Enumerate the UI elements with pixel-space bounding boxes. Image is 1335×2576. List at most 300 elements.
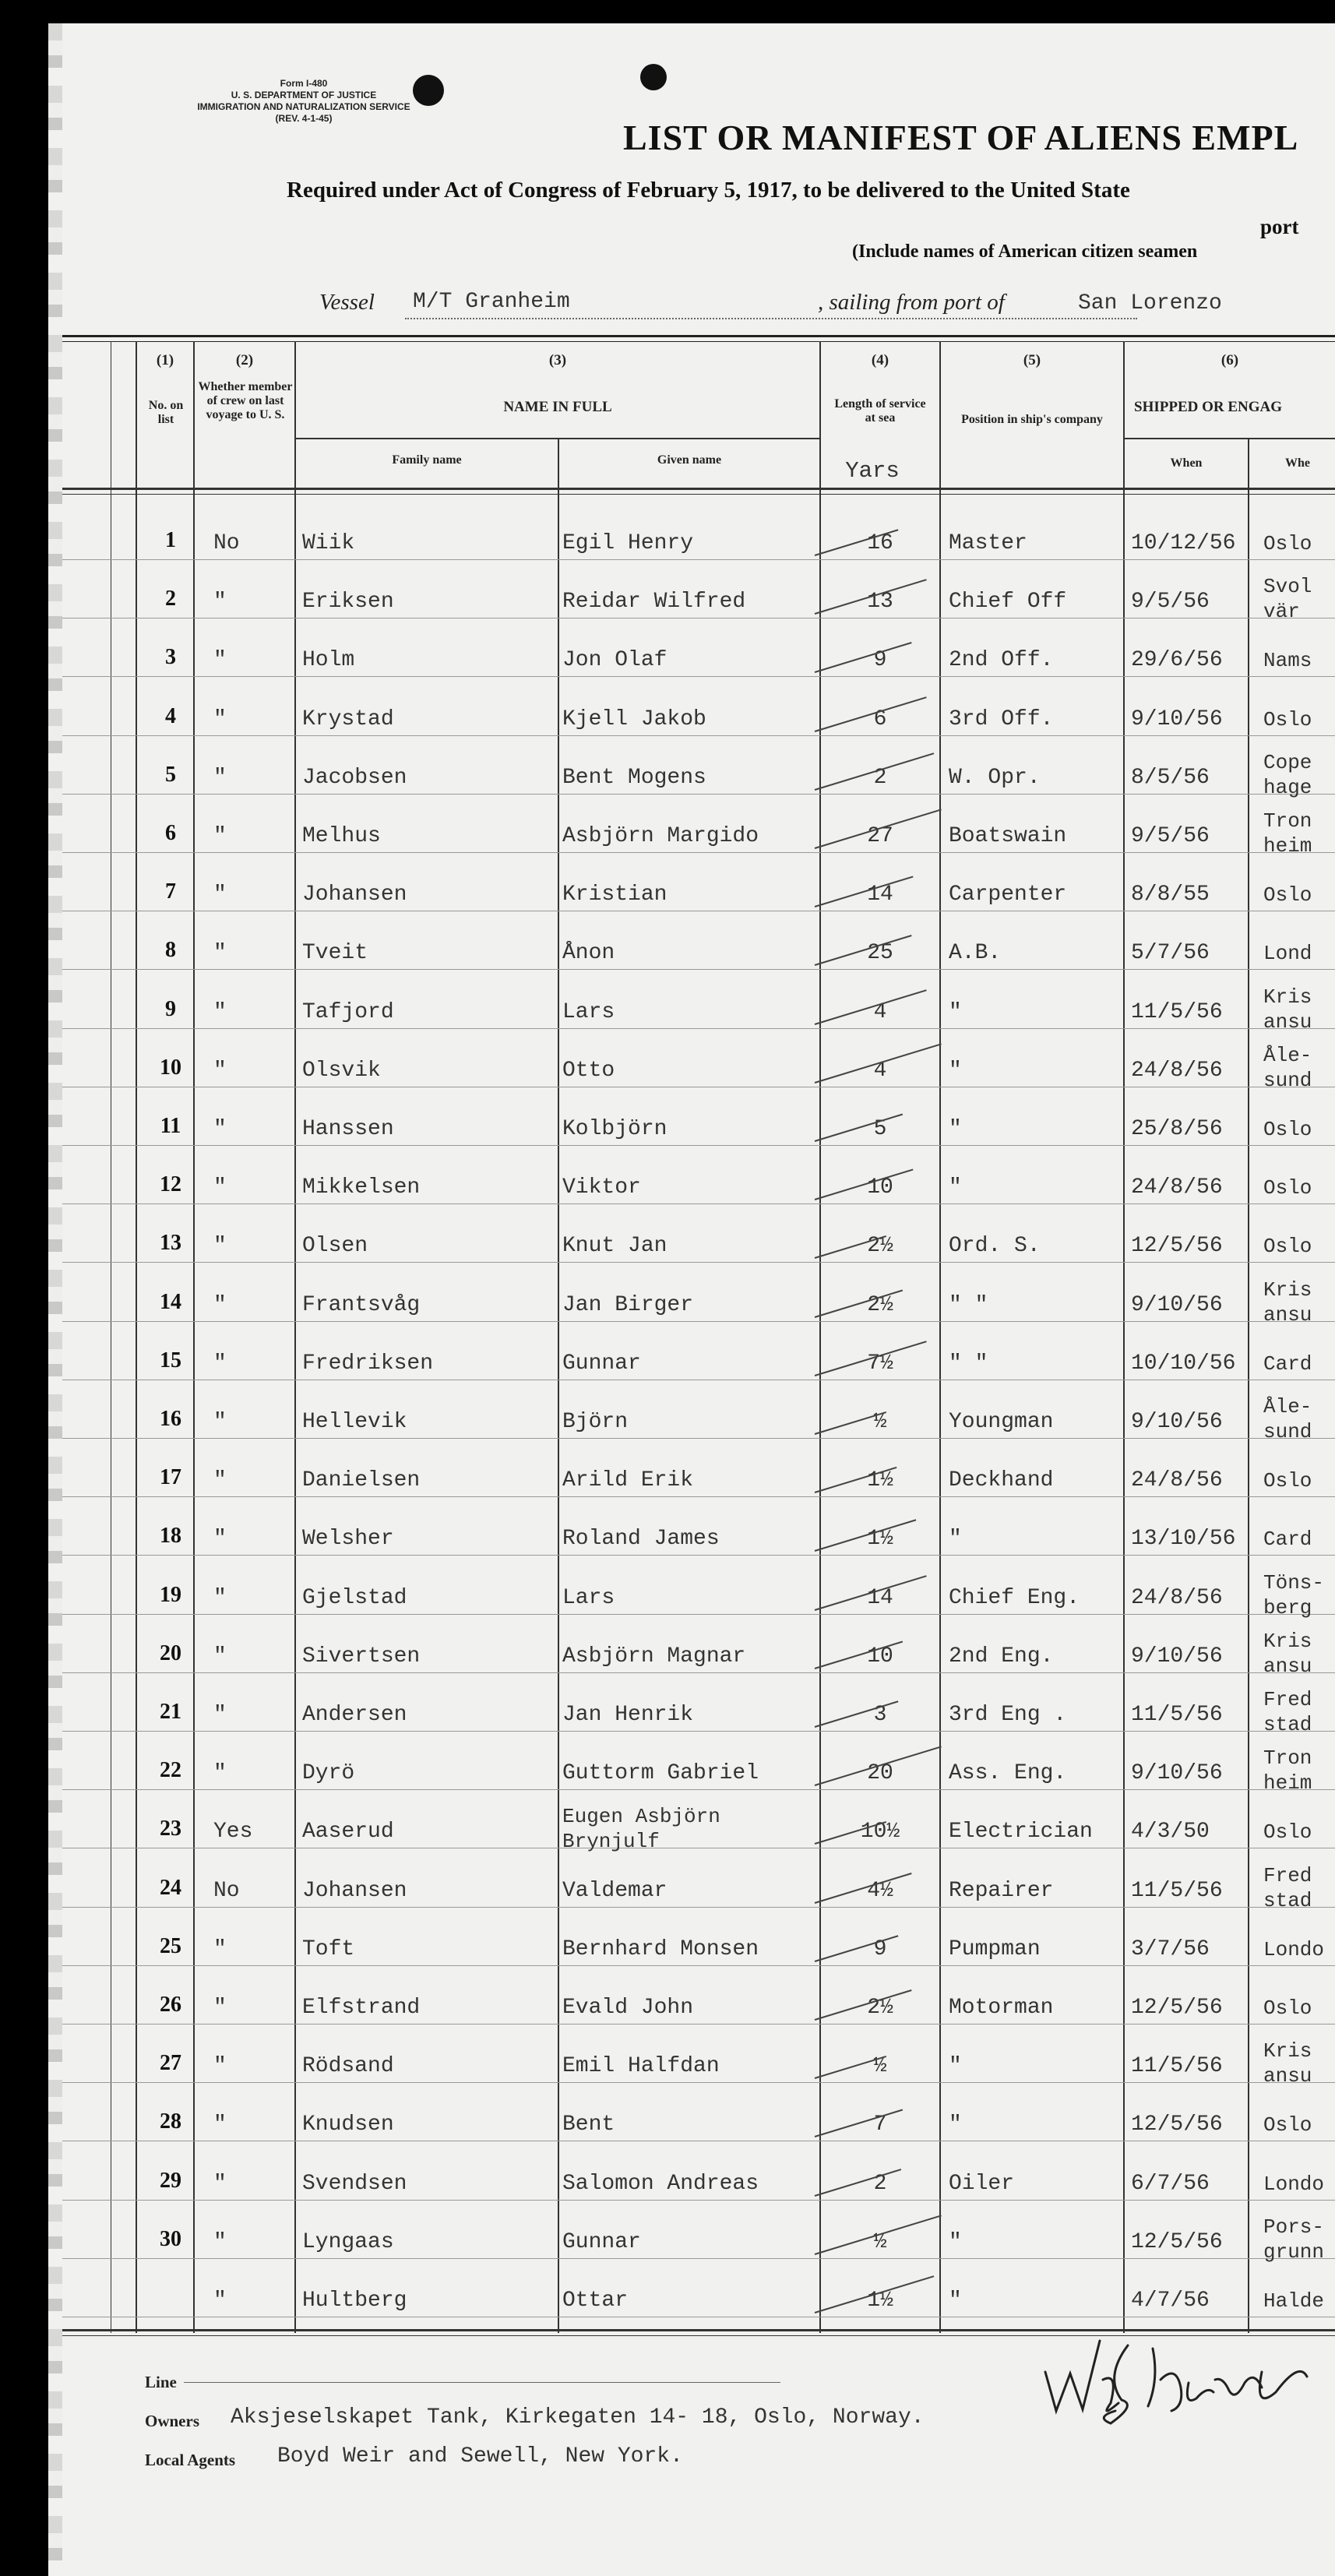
given-name: Arild Erik bbox=[562, 1468, 694, 1492]
ship-position: 2nd Off. bbox=[949, 648, 1054, 672]
crew-member-flag: " bbox=[213, 1059, 227, 1083]
crew-member-flag: " bbox=[213, 1644, 227, 1669]
shipped-where: Nams bbox=[1263, 649, 1312, 672]
family-name: Melhus bbox=[302, 824, 381, 848]
crew-member-flag: " bbox=[213, 1468, 227, 1492]
row-number: 26 bbox=[160, 1993, 181, 2017]
given-name: Asbjörn Magnar bbox=[562, 1644, 746, 1669]
shipped-where: Cope hage bbox=[1263, 751, 1312, 799]
col-divider bbox=[136, 341, 137, 2333]
crew-member-flag: " bbox=[213, 648, 227, 672]
family-name: Rödsand bbox=[302, 2054, 394, 2078]
row-number: 10 bbox=[160, 1055, 181, 1080]
service-years: ½ bbox=[873, 2230, 887, 2254]
shipped-when: 24/8/56 bbox=[1131, 1059, 1223, 1083]
ship-position: " bbox=[949, 2230, 962, 2254]
service-years: 16 bbox=[867, 531, 893, 555]
given-name: Bernhard Monsen bbox=[562, 1937, 759, 1961]
form-service: IMMIGRATION AND NATURALIZATION SERVICE bbox=[197, 101, 410, 112]
vessel-underline bbox=[405, 318, 1137, 319]
given-name: Gunnar bbox=[562, 2230, 641, 2254]
shipped-where: Oslo bbox=[1263, 1820, 1312, 1844]
family-name: Jacobsen bbox=[302, 766, 407, 790]
shipped-when: 8/5/56 bbox=[1131, 766, 1210, 790]
row-number: 2 bbox=[165, 587, 176, 611]
row-number: 23 bbox=[160, 1817, 181, 1841]
family-name: Toft bbox=[302, 1937, 355, 1961]
family-name: Johansen bbox=[302, 1879, 407, 1903]
table-row bbox=[62, 2082, 1335, 2083]
family-name: Olsen bbox=[302, 1234, 368, 1258]
given-name: Jon Olaf bbox=[562, 648, 668, 672]
family-name: Dyrö bbox=[302, 1761, 355, 1785]
ship-position: Youngman bbox=[949, 1410, 1054, 1434]
ship-position: W. Opr. bbox=[949, 766, 1041, 790]
shipped-when: 12/5/56 bbox=[1131, 2113, 1223, 2137]
table-row bbox=[62, 1555, 1335, 1556]
given-name: Eugen Asbjörn Brynjulf bbox=[562, 1805, 720, 1853]
punch-hole bbox=[640, 64, 667, 90]
family-name: Hellevik bbox=[302, 1410, 407, 1434]
service-years: 4 bbox=[873, 1059, 887, 1083]
ship-position: " bbox=[949, 2289, 962, 2313]
row-number: 30 bbox=[160, 2227, 181, 2251]
ship-position: " bbox=[949, 1527, 962, 1551]
row-number: 15 bbox=[160, 1348, 181, 1373]
table-row bbox=[62, 2258, 1335, 2259]
shipped-when: 9/10/56 bbox=[1131, 1410, 1223, 1434]
shipped-when: 9/5/56 bbox=[1131, 824, 1210, 848]
form-number: Form I-480 bbox=[280, 78, 328, 89]
given-name: Evald John bbox=[562, 1996, 694, 2020]
service-years: 20 bbox=[867, 1761, 893, 1785]
family-name: Eriksen bbox=[302, 590, 394, 614]
family-name: Welsher bbox=[302, 1527, 394, 1551]
crew-member-flag: " bbox=[213, 766, 227, 790]
shipped-where: Halde bbox=[1263, 2289, 1325, 2313]
sailing-port: San Lorenzo bbox=[1078, 291, 1222, 315]
family-name: Knudsen bbox=[302, 2113, 394, 2137]
service-years: 1½ bbox=[867, 2289, 893, 2313]
torn-left-edge bbox=[48, 23, 62, 2576]
service-years: 7½ bbox=[867, 1351, 893, 1376]
row-number: 20 bbox=[160, 1641, 181, 1665]
given-name: Bent Mogens bbox=[562, 766, 706, 790]
shipped-when: 9/10/56 bbox=[1131, 1761, 1223, 1785]
ship-position: Deckhand bbox=[949, 1468, 1054, 1492]
given-name: Roland James bbox=[562, 1527, 720, 1551]
row-number: 24 bbox=[160, 1876, 181, 1900]
family-name: Holm bbox=[302, 648, 355, 672]
crew-member-flag: " bbox=[213, 824, 227, 848]
ship-position: Ass. Eng. bbox=[949, 1761, 1067, 1785]
table-row bbox=[62, 1965, 1335, 1966]
shipped-when: 24/8/56 bbox=[1131, 1175, 1223, 1200]
family-name: Tveit bbox=[302, 941, 368, 965]
service-years: ½ bbox=[873, 1410, 887, 1434]
family-name: Wiik bbox=[302, 531, 355, 555]
service-years: 4½ bbox=[867, 1879, 893, 1903]
ship-position: Chief Eng. bbox=[949, 1586, 1080, 1610]
owners-label: Owners bbox=[145, 2412, 199, 2430]
shipped-when: 12/5/56 bbox=[1131, 2230, 1223, 2254]
shipped-when: 6/7/56 bbox=[1131, 2172, 1210, 2196]
table-row bbox=[62, 1907, 1335, 1908]
crew-member-flag: " bbox=[213, 1761, 227, 1785]
crew-member-flag: Yes bbox=[213, 1820, 253, 1844]
service-years: 1½ bbox=[867, 1468, 893, 1492]
ship-position: 3rd Eng . bbox=[949, 1703, 1067, 1727]
shipped-when: 3/7/56 bbox=[1131, 1937, 1210, 1961]
service-years: 1½ bbox=[867, 1527, 893, 1551]
given-name: Lars bbox=[562, 1000, 615, 1024]
shipped-where: Fred stad bbox=[1263, 1864, 1312, 1912]
given-name: Gunnar bbox=[562, 1351, 641, 1376]
crew-member-flag: " bbox=[213, 2113, 227, 2137]
crew-member-flag: " bbox=[213, 707, 227, 731]
ship-position: " " bbox=[949, 1351, 988, 1376]
ship-position: " bbox=[949, 2054, 962, 2078]
col-divider bbox=[819, 341, 821, 2333]
crew-member-flag: " bbox=[213, 1996, 227, 2020]
shipped-when: 5/7/56 bbox=[1131, 941, 1210, 965]
family-name: Lyngaas bbox=[302, 2230, 394, 2254]
vessel-row bbox=[319, 290, 1332, 324]
family-name: Krystad bbox=[302, 707, 394, 731]
service-years: 2½ bbox=[867, 1996, 893, 2020]
service-years: 7 bbox=[873, 2113, 887, 2137]
crew-member-flag: No bbox=[213, 1879, 240, 1903]
service-years: 10 bbox=[867, 1175, 893, 1200]
ship-position: A.B. bbox=[949, 941, 1002, 965]
row-number: 29 bbox=[160, 2169, 181, 2193]
shipped-where: Londo bbox=[1263, 2173, 1325, 2196]
family-name: Hultberg bbox=[302, 2289, 407, 2313]
row-number: 17 bbox=[160, 1465, 181, 1489]
table-row bbox=[62, 969, 1335, 970]
table-top-rule bbox=[62, 335, 1335, 337]
col-divider bbox=[1123, 341, 1125, 2333]
col5-header: Position in ship's company bbox=[961, 413, 1103, 426]
table-row bbox=[62, 2200, 1335, 2201]
ship-position: Master bbox=[949, 531, 1027, 555]
table-row bbox=[62, 1321, 1335, 1322]
include-note: (Include names of American citizen seamen bbox=[852, 241, 1198, 262]
table-row bbox=[62, 1203, 1335, 1204]
family-name: Gjelstad bbox=[302, 1586, 407, 1610]
ship-position: Repairer bbox=[949, 1879, 1054, 1903]
service-years: 9 bbox=[873, 1937, 887, 1961]
vessel-label: Vessel bbox=[319, 290, 375, 315]
table-row bbox=[62, 1438, 1335, 1439]
port-line: port bbox=[1260, 215, 1299, 238]
ship-position: Oiler bbox=[949, 2172, 1015, 2196]
given-name: Asbjörn Margido bbox=[562, 824, 759, 848]
service-years: 2 bbox=[873, 2172, 887, 2196]
service-years: 3 bbox=[873, 1703, 887, 1727]
row-number: 19 bbox=[160, 1583, 181, 1607]
crew-member-flag: " bbox=[213, 1527, 227, 1551]
shipped-where: Lond bbox=[1263, 942, 1312, 965]
given-name: Valdemar bbox=[562, 1879, 668, 1903]
given-name: Viktor bbox=[562, 1175, 641, 1200]
table-top-rule bbox=[62, 341, 1335, 342]
given-name: Björn bbox=[562, 1410, 629, 1434]
table-row bbox=[62, 1731, 1335, 1732]
shipped-when: 24/8/56 bbox=[1131, 1586, 1223, 1610]
line-underline bbox=[184, 2382, 780, 2383]
ship-position: " bbox=[949, 1000, 962, 1024]
given-name: Reidar Wilfred bbox=[562, 590, 746, 614]
local-agents-label: Local Agents bbox=[145, 2451, 236, 2469]
crew-member-flag: " bbox=[213, 1234, 227, 1258]
given-name: Kjell Jakob bbox=[562, 707, 706, 731]
crew-member-flag: " bbox=[213, 2054, 227, 2078]
shipped-where: Töns- berg bbox=[1263, 1571, 1325, 1619]
shipped-where: Oslo bbox=[1263, 532, 1312, 555]
family-name: Johansen bbox=[302, 883, 407, 907]
given-name: Knut Jan bbox=[562, 1234, 668, 1258]
shipped-where: Oslo bbox=[1263, 1118, 1312, 1141]
ship-position: 3rd Off. bbox=[949, 707, 1054, 731]
shipped-where: Card bbox=[1263, 1352, 1312, 1376]
row-number: 28 bbox=[160, 2109, 181, 2134]
given-name: Guttorm Gabriel bbox=[562, 1761, 759, 1785]
service-years: 14 bbox=[867, 1586, 893, 1610]
table-row bbox=[62, 1614, 1335, 1615]
shipped-when: 11/5/56 bbox=[1131, 2054, 1223, 2078]
shipped-where: Kris ansu bbox=[1263, 1278, 1312, 1327]
shipped-when: 9/5/56 bbox=[1131, 590, 1210, 614]
shipped-when: 10/10/56 bbox=[1131, 1351, 1236, 1376]
shipped-where: Svol vär bbox=[1263, 575, 1312, 623]
handwritten-signature bbox=[1036, 2325, 1335, 2434]
ship-position: Chief Off bbox=[949, 590, 1067, 614]
table-row bbox=[62, 559, 1335, 560]
shipped-where: Kris ansu bbox=[1263, 2039, 1312, 2088]
sailing-label: , sailing from port of bbox=[818, 290, 1005, 315]
form-identifier bbox=[117, 78, 491, 125]
row-number: 6 bbox=[165, 821, 176, 845]
table-row bbox=[62, 1789, 1335, 1790]
given-name: Ånon bbox=[562, 941, 615, 965]
vessel-name: M/T Granheim bbox=[413, 290, 570, 314]
service-years: 2½ bbox=[867, 1293, 893, 1317]
col-divider bbox=[193, 341, 195, 2333]
given-name: Otto bbox=[562, 1059, 615, 1083]
crew-member-flag: " bbox=[213, 1351, 227, 1376]
row-number: 7 bbox=[165, 879, 176, 904]
page-title: LIST OR MANIFEST OF ALIENS EMPL bbox=[623, 118, 1299, 157]
crew-member-flag: " bbox=[213, 590, 227, 614]
col-divider bbox=[558, 438, 559, 2333]
row-number: 5 bbox=[165, 763, 176, 787]
name-subheader-rule bbox=[294, 438, 819, 439]
given-name-header: Given name bbox=[657, 453, 722, 467]
shipped-where: Oslo bbox=[1263, 883, 1312, 907]
shipped-when: 4/7/56 bbox=[1131, 2289, 1210, 2313]
service-years: 10 bbox=[867, 1644, 893, 1669]
family-name: Aaserud bbox=[302, 1820, 394, 1844]
col-divider bbox=[1248, 438, 1249, 2333]
col4-unit: Yars bbox=[845, 458, 900, 484]
service-years: 13 bbox=[867, 590, 893, 614]
shipped-where: Åle- sund bbox=[1263, 1395, 1312, 1443]
family-name: Mikkelsen bbox=[302, 1175, 421, 1200]
family-name: Danielsen bbox=[302, 1468, 421, 1492]
form-department: U. S. DEPARTMENT OF JUSTICE bbox=[231, 90, 377, 100]
col-divider bbox=[294, 341, 296, 2333]
table-row bbox=[62, 1145, 1335, 1146]
given-name: Jan Birger bbox=[562, 1293, 694, 1317]
service-years: 9 bbox=[873, 648, 887, 672]
ship-position: " bbox=[949, 1117, 962, 1141]
shipped-when: 29/6/56 bbox=[1131, 648, 1223, 672]
owners-value: Aksjeselskapet Tank, Kirkegaten 14- 18, Oslo, Norway. bbox=[231, 2405, 925, 2430]
shipped-where: Oslo bbox=[1263, 1176, 1312, 1200]
ship-position: " " bbox=[949, 1293, 988, 1317]
crew-member-flag: " bbox=[213, 1703, 227, 1727]
ship-position: Carpenter bbox=[949, 883, 1067, 907]
col2-header: Whether member of crew on last voyage to U. S. bbox=[198, 380, 293, 421]
table-row bbox=[62, 676, 1335, 677]
shipped-when: 13/10/56 bbox=[1131, 1527, 1236, 1551]
table-row bbox=[62, 1262, 1335, 1263]
table-row bbox=[62, 1672, 1335, 1673]
ship-position: " bbox=[949, 1059, 962, 1083]
table-row bbox=[62, 1496, 1335, 1497]
family-name: Svendsen bbox=[302, 2172, 407, 2196]
shipped-when: 12/5/56 bbox=[1131, 1996, 1223, 2020]
service-years: 25 bbox=[867, 941, 893, 965]
shipped-where: Oslo bbox=[1263, 1469, 1312, 1492]
shipped-where: Oslo bbox=[1263, 2113, 1312, 2137]
shipped-when: 9/10/56 bbox=[1131, 1644, 1223, 1669]
shipped-when: 4/3/50 bbox=[1131, 1820, 1210, 1844]
shipped-when: 11/5/56 bbox=[1131, 1703, 1223, 1727]
given-name: Bent bbox=[562, 2113, 615, 2137]
row-number: 13 bbox=[160, 1231, 181, 1255]
shipped-where: Fred stad bbox=[1263, 1688, 1312, 1736]
crew-member-flag: " bbox=[213, 883, 227, 907]
given-name: Kolbjörn bbox=[562, 1117, 668, 1141]
crew-member-flag: " bbox=[213, 1175, 227, 1200]
service-years: 6 bbox=[873, 707, 887, 731]
shipped-where: Londo bbox=[1263, 1938, 1325, 1961]
header-bottom-rule bbox=[62, 488, 1335, 490]
crew-member-flag: " bbox=[213, 1586, 227, 1610]
crew-member-flag: No bbox=[213, 531, 240, 555]
row-number: 3 bbox=[165, 645, 176, 669]
form-revision: (REV. 4-1-45) bbox=[275, 113, 333, 124]
crew-member-flag: " bbox=[213, 1000, 227, 1024]
crew-member-flag: " bbox=[213, 2230, 227, 2254]
table-row bbox=[62, 735, 1335, 736]
family-name-header: Family name bbox=[392, 453, 462, 467]
shipped-when: 24/8/56 bbox=[1131, 1468, 1223, 1492]
crew-member-flag: " bbox=[213, 2289, 227, 2313]
ship-position: Electrician bbox=[949, 1820, 1093, 1844]
row-number: 1 bbox=[165, 528, 176, 552]
given-name: Jan Henrik bbox=[562, 1703, 694, 1727]
shipped-where: Card bbox=[1263, 1528, 1312, 1551]
given-name: Kristian bbox=[562, 883, 668, 907]
service-years: 14 bbox=[867, 883, 893, 907]
shipped-when: 11/5/56 bbox=[1131, 1879, 1223, 1903]
header-bottom-rule bbox=[62, 494, 1335, 495]
given-name: Salomon Andreas bbox=[562, 2172, 759, 2196]
table-row bbox=[62, 1028, 1335, 1029]
row-number: 25 bbox=[160, 1934, 181, 1958]
row-number: 18 bbox=[160, 1524, 181, 1548]
family-name: Frantsvåg bbox=[302, 1293, 421, 1317]
ship-position: Pumpman bbox=[949, 1937, 1041, 1961]
col4-number: (4) bbox=[871, 352, 889, 368]
ship-position: " bbox=[949, 2113, 962, 2137]
row-number: 9 bbox=[165, 997, 176, 1021]
shipped-when: 9/10/56 bbox=[1131, 707, 1223, 731]
row-number: 16 bbox=[160, 1407, 181, 1431]
col1-number: (1) bbox=[156, 352, 174, 368]
family-name: Elfstrand bbox=[302, 1996, 421, 2020]
ship-position: 2nd Eng. bbox=[949, 1644, 1054, 1669]
shipped-when: 25/8/56 bbox=[1131, 1117, 1223, 1141]
ship-position: Boatswain bbox=[949, 824, 1067, 848]
crew-member-flag: " bbox=[213, 1117, 227, 1141]
col3-number: (3) bbox=[548, 352, 567, 368]
service-years: 5 bbox=[873, 1117, 887, 1141]
line-label: Line bbox=[145, 2373, 177, 2391]
given-name: Egil Henry bbox=[562, 531, 694, 555]
shipped-when: 9/10/56 bbox=[1131, 1293, 1223, 1317]
given-name: Emil Halfdan bbox=[562, 2054, 720, 2078]
shipped-subheader-rule bbox=[1123, 438, 1335, 439]
service-years: ½ bbox=[873, 2054, 887, 2078]
table-row bbox=[62, 794, 1335, 795]
page-subtitle: Required under Act of Congress of February 5, 1917, to be delivered to the United State bbox=[287, 178, 1130, 203]
crew-member-flag: " bbox=[213, 941, 227, 965]
col-divider bbox=[939, 341, 941, 2333]
when-header: When bbox=[1170, 456, 1203, 470]
ship-position: Ord. S. bbox=[949, 1234, 1041, 1258]
col6-header: SHIPPED OR ENGAG bbox=[1134, 399, 1283, 415]
col6-number: (6) bbox=[1221, 352, 1239, 368]
shipped-when: 8/8/55 bbox=[1131, 883, 1210, 907]
where-header: Whe bbox=[1285, 456, 1310, 470]
row-number: 4 bbox=[165, 704, 176, 728]
table-row bbox=[62, 2024, 1335, 2025]
given-name: Lars bbox=[562, 1586, 615, 1610]
col4-header: Length of service at sea bbox=[834, 397, 926, 425]
shipped-where: Oslo bbox=[1263, 1996, 1312, 2020]
local-agents-value: Boyd Weir and Sewell, New York. bbox=[277, 2444, 683, 2469]
shipped-where: Kris ansu bbox=[1263, 1630, 1312, 1678]
shipped-where: Oslo bbox=[1263, 1235, 1312, 1258]
shipped-where: Tron heim bbox=[1263, 1746, 1312, 1795]
shipped-where: Åle- sund bbox=[1263, 1044, 1312, 1092]
ship-position: " bbox=[949, 1175, 962, 1200]
service-years: 10½ bbox=[860, 1820, 900, 1844]
family-name: Andersen bbox=[302, 1703, 407, 1727]
service-years: 2½ bbox=[867, 1234, 893, 1258]
row-number: 11 bbox=[160, 1114, 181, 1138]
given-name: Ottar bbox=[562, 2289, 629, 2313]
col1-header: No. on list bbox=[148, 399, 184, 426]
row-number: 8 bbox=[165, 938, 176, 962]
col5-number: (5) bbox=[1023, 352, 1041, 368]
table-row bbox=[62, 852, 1335, 853]
shipped-where: Kris ansu bbox=[1263, 985, 1312, 1034]
